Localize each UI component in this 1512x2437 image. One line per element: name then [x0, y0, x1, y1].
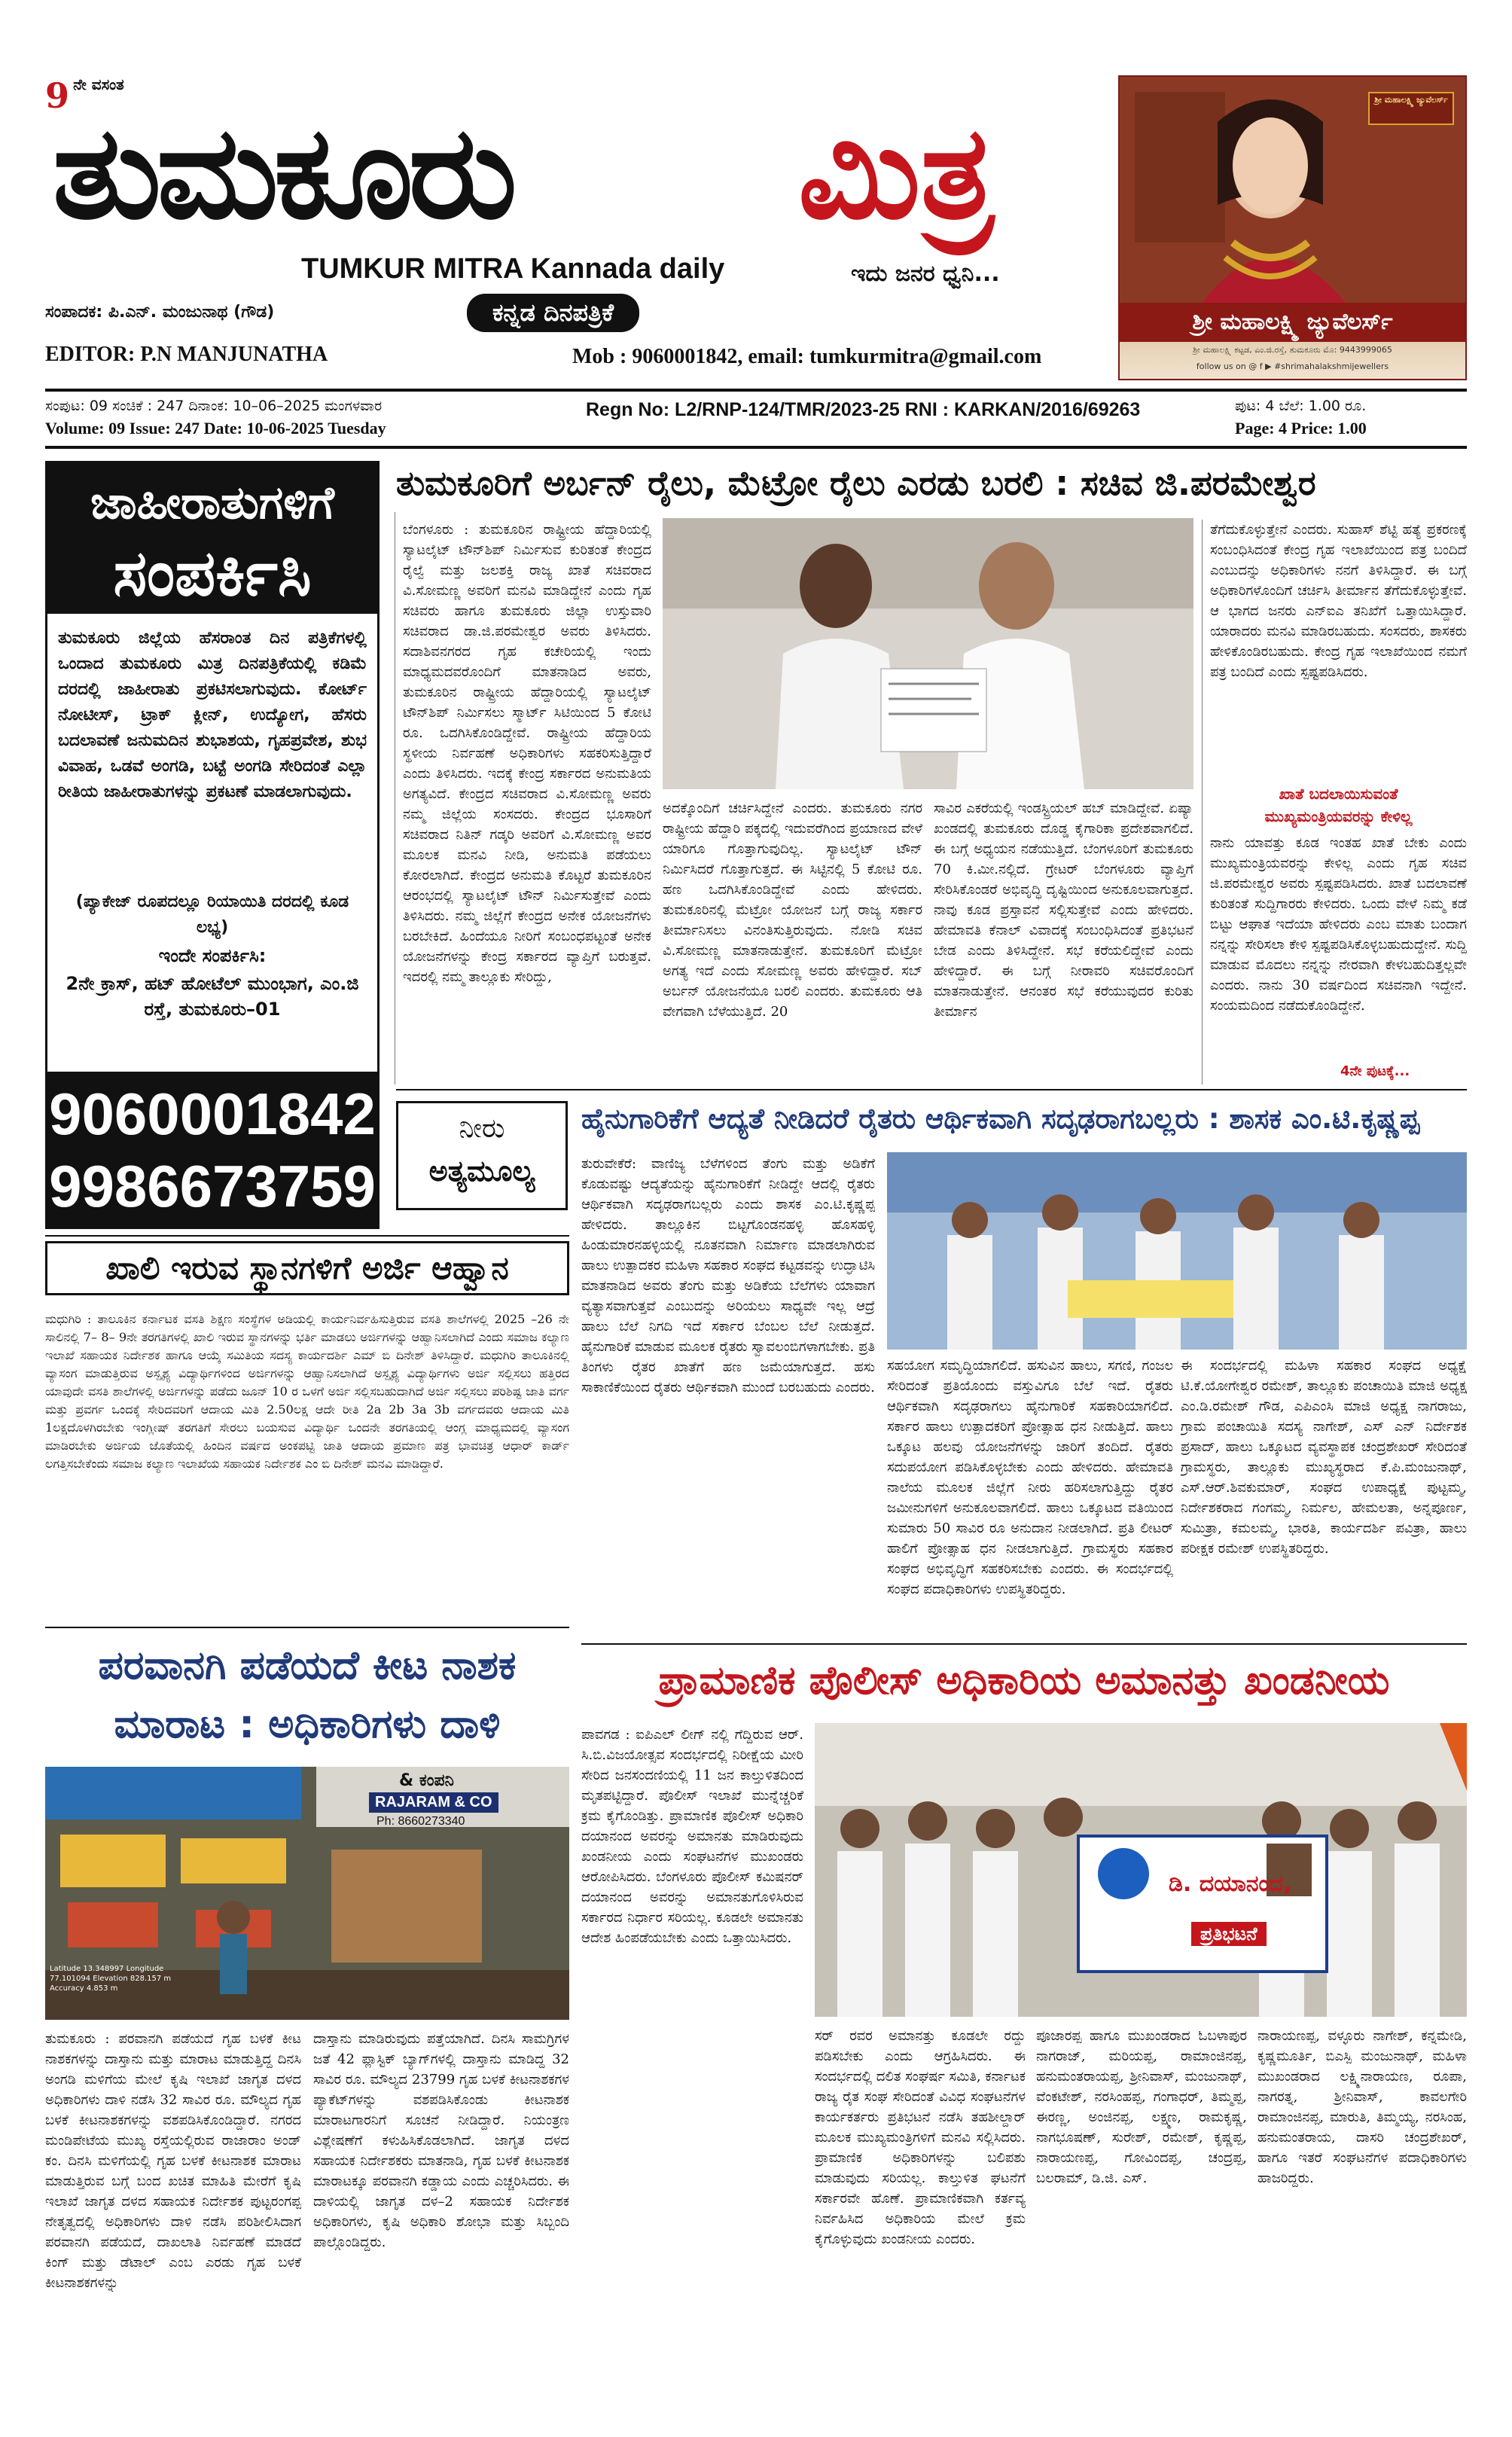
info-bar	[45, 395, 1467, 441]
masthead-title-black: ತುಮಕೂರು	[53, 99, 513, 248]
ad-box-header	[47, 463, 377, 614]
pesticide-photo	[45, 1767, 569, 2020]
info-bar-top-rule	[45, 389, 1467, 392]
english-name: TUMKUR MITRA Kannada daily	[301, 253, 725, 285]
editor-kn: ಸಂಪಾದಕ: ಪಿ.ಎನ್. ಮಂಜುನಾಥ (ಗೌಡ)	[45, 303, 275, 322]
vacancy-headline: ಖಾಲಿ ಇರುವ ಸ್ಥಾನಗಳಿಗೆ ಅರ್ಜಿ ಆಹ್ವಾನ	[45, 1241, 569, 1295]
jewellery-ad	[1118, 75, 1467, 380]
ad-address: ಶ್ರೀ ಮಹಾಲಕ್ಷ್ಮಿ ಕಟ್ಟಡ, ಎಂ.ಜಿ.ರಸ್ತೆ, ತುಮಕೂರು ಮೊ: 9443999065	[1193, 345, 1392, 355]
rail-continued: 4ನೇ ಪುಟಕ್ಕೆ...	[1340, 1063, 1410, 1079]
water-line2: ಅತ್ಯಮೂಲ್ಯ	[428, 1154, 535, 1188]
pesticide-headline-2: ಮಾರಾಟ : ಅಧಿಕಾರಿಗಳು ದಾಳಿ	[114, 1702, 501, 1747]
dairy-headline: ಹೈನುಗಾರಿಕೆಗೆ ಆದ್ಯತೆ ನೀಡಿದರೆ ರೈತರು ಆರ್ಥಿಕವಾಗಿ ಸದೃಢರಾಗಬಲ್ಲರು : ಶಾಸಕ ಎಂ.ಟಿ.ಕೃಷ್ಣಪ್ಪ	[581, 1103, 1420, 1135]
police-photo	[815, 1723, 1467, 2017]
ad-phone1[interactable]: 9060001842	[49, 1081, 376, 1147]
police-body-col1: ಪಾವಗಡ : ಐಪಿಎಲ್ ಲೀಗ್ ನಲ್ಲಿ ಗೆದ್ದಿರುವ ಆರ್. ಸಿ.ಬಿ.ವಿಜಯೋತ್ಸವ ಸಂದರ್ಭದಲ್ಲಿ ನಿರೀಕ್ಷೆಯ ಮೀರಿ ಸೇರಿದ ಜನಸಂದಣಿಯಲ್ಲಿ 11 ಜನ ಕಾಲ್ತುಳಿತದಿಂದ ಮೃತಪಟ್ಟಿದ್ದಾರೆ. ಪೊಲೀಸ್ ಇಲಾಖೆ ಮುನ್ನೆಚ್ಚರಿಕೆ ಕ್ರಮ ಕೈಗೊಂಡಿತ್ತು. ಪ್ರಾಮಾಣಿಕ ಪೊಲೀಸ್ ಅಧಿಕಾರಿ ದಯಾನಂದ ಅವರನ್ನು ಅಮಾನತು ಮಾಡಿರುವುದು ಖಂಡನೀಯ ಎಂದು ಸಂಘಟನೆಗಳ ಮುಖಂಡರು ಆರೋಪಿಸಿದರು. ಬೆಂಗಳೂರು ಪೊಲೀಸ್ ಕಮಿಷನರ್ ದಯಾನಂದ ಅವರನ್ನು ಅಮಾನತುಗೊಳಿಸಿರುವ ಸರ್ಕಾರದ ನಿರ್ಧಾರ ಸರಿಯಲ್ಲ. ಕೂಡಲೇ ಅಮಾನತು ಆದೇಶ ಹಿಂಪಡೆಯಬೇಕು ಎಂದು ಒತ್ತಾಯಿಸಿದರು.	[581, 1727, 803, 1946]
ad-brand-banner	[1120, 303, 1465, 342]
contact-line: Mob : 9060001842, email: tumkurmitra@gmail.com	[572, 345, 1042, 368]
rail-body-col4a: ತೆಗೆದುಕೊಳ್ಳುತ್ತೇನೆ ಎಂದರು. ಸುಹಾಸ್ ಶೆಟ್ಟಿ ಹತ್ಯೆ ಪ್ರಕರಣಕ್ಕೆ ಸಂಬಂಧಿಸಿದಂತೆ ಕೇಂದ್ರ ಗೃಹ ಇಲಾಖೆಯಿಂದ ಪತ್ರ ಬಂದಿದೆ ಎಂಬುದನ್ನು ಅಧಿಕಾರಿಗಳು ನನಗೆ ತಿಳಿಸಿದ್ದಾರೆ. ಈ ಬಗ್ಗೆ ಅಧಿಕಾರಿಗಳೊಂದಿಗೆ ಚರ್ಚಿಸಿ ತೀರ್ಮಾನ ತೆಗೆದುಕೊಳ್ಳುತ್ತೇವೆ. ಆ ಭಾಗದ ಜನರು ಎನ್‌ಐಎ ತನಿಖೆಗೆ ಒತ್ತಾಯಿಸಿದ್ದಾರೆ. ಯಾರಾದರು ಮನವಿ ಮಾಡಿರಬಹುದು. ಸಂಸದರು, ಶಾಸಕರು ಹೇಳಿಕೊಂಡಿರಬಹುದು. ಕೇಂದ್ರ ಗೃಹ ಇಲಾಖೆಯಿಂದ ನಮಗೆ ಪತ್ರ ಬಂದಿದೆ ಎಂದು ಸ್ಪಷ್ಟಪಡಿಸಿದರು.	[1210, 522, 1467, 680]
rail-subhead1: ಖಾತೆ ಬದಲಾಯಿಸುವಂತೆ	[1279, 785, 1398, 803]
protest-banner-title: ಪ್ರತಿಭಟನೆ	[1191, 1922, 1267, 1946]
ad-address: 2ನೇ ಕ್ರಾಸ್, ಹಟ್ ಹೋಟೆಲ್ ಮುಂಭಾಗ, ಎಂ.ಜಿ ರಸ್ತೆ, ತುಮಕೂರು–01	[66, 973, 359, 1020]
editor-en: EDITOR: P.N MANJUNATHA	[45, 343, 328, 366]
dairy-inauguration-image	[887, 1152, 1467, 1350]
edition-suffix: ನೇ ವಸಂತ	[73, 75, 124, 93]
rail-body-col1: ಬೆಂಗಳೂರು : ತುಮಕೂರಿನ ರಾಷ್ಟ್ರೀಯ ಹೆದ್ದಾರಿಯಲ್ಲಿ ಸ್ಯಾಟಲೈಟ್ ಟೌನ್‌ಶಿಪ್ ನಿರ್ಮಿಸುವ ಕುರಿತಂತೆ ಕೇಂದ್ರದ ರೈಲ್ವೆ ಮತ್ತು ಜಲಶಕ್ತಿ ರಾಜ್ಯ ಖಾತೆ ಸಚಿವರಾದ ವಿ.ಸೋಮಣ್ಣ ಅವರಿಗೆ ಮನವಿ ಮಾಡಿದ್ದೇನೆ ಎಂದು ಗೃಹ ಸಚಿವರು ಹಾಗೂ ತುಮಕೂರು ಜಿಲ್ಲಾ ಉಸ್ತುವಾರಿ ಸಚಿವರಾದ ಡಾ.ಜಿ.ಪರಮೇಶ್ವರ ಅವರು ತಿಳಿಸಿದರು. ಸದಾಶಿವನಗರದ ಗೃಹ ಕಚೇರಿಯಲ್ಲಿ ಇಂದು ಮಾಧ್ಯಮದವರೊಂದಿಗೆ ಮಾತನಾಡಿದ ಅವರು, ತುಮಕೂರಿನ ರಾಷ್ಟ್ರೀಯ ಹೆದ್ದಾರಿಯಲ್ಲಿ ಸ್ಯಾಟಲೈಟ್ ಟೌನ್‌ಶಿಪ್ ನಿರ್ಮಿಸಲು ಸ್ಮಾರ್ಟ್ ಸಿಟಿಯಿಂದ 5 ಕೋಟಿ ರೂ. ಒದಗಿಸಿಕೊಂಡಿದ್ದೇವೆ. ರಾಷ್ಟ್ರೀಯ ಹೆದ್ದಾರಿಯ ಸ್ಥಳೀಯ ನಿರ್ವಹಣೆ ಅಧಿಕಾರಿಗಳು ಸಹಕರಿಸುತ್ತಿದ್ದಾರೆ ಎಂದು ತಿಳಿಸಿದರು. ಇದಕ್ಕೆ ಕೇಂದ್ರ ಸರ್ಕಾರದ ಅನುಮತಿಯ ಅಗತ್ಯವಿದೆ. ಕೇಂದ್ರದ ಸಚಿವರಾದ ವಿ.ಸೋಮಣ್ಣ ಅವರು ನಮ್ಮ ಜಿಲ್ಲೆಯ ಸಂಸದರು. ಕೇಂದ್ರದ ಭೂಸಾರಿಗೆ ಸಚಿವರಾದ ನಿತಿನ್ ಗಡ್ಕರಿ ಅವರಿಗೆ ವಿ.ಸೋಮಣ್ಣ ಅವರ ಮೂಲಕ ಮನವಿ ನೀಡಿ, ಅನುಮತಿ ಪಡೆಯಲು ಕೋರಲಾಗಿದೆ. ಕೇಂದ್ರದ ಅನುಮತಿ ಕೊಟ್ಟರೆ ತುಮಕೂರಿನ ಆರಂಭದಲ್ಲಿ ಸ್ಯಾಟಲೈಟ್ ಟೌನ್ ನಿರ್ಮಿಸುತ್ತೇವೆ ಎಂದು ತಿಳಿಸಿದರು. ನಮ್ಮ ಜಿಲ್ಲೆಗೆ ಕೇಂದ್ರದ ಅನೇಕ ಯೋಜನೆಗಳು ಬರಬೇಕಿದೆ. ಹಿಂದೆಯೂ ನೀರಿಗೆ ಸಂಬಂಧಪಟ್ಟಂತೆ ಅನೇಕ ಯೋಜನೆಗಳನ್ನು ಕೇಂದ್ರ ಸರ್ಕಾರದ ವ್ಯಾಪ್ತಿಗೆ ಬರುತ್ತವೆ. ಇದರಲ್ಲಿ ನಮ್ಮ ತಾಲ್ಲೂಕು ಸೇರಿದ್ದು,	[403, 522, 651, 985]
ad-body: ತುಮಕೂರು ಜಿಲ್ಲೆಯ ಹೆಸರಾಂತ ದಿನ ಪತ್ರಿಕೆಗಳಲ್ಲಿ ಒಂದಾದ ತುಮಕೂರು ಮಿತ್ರ ದಿನಪತ್ರಿಕೆಯಲ್ಲಿ ಕಡಿಮೆ ದರದಲ್ಲಿ ಜಾಹೀರಾತು ಪ್ರಕಟಿಸಲಾಗುವುದು. ಕೋರ್ಟ್ ನೋಟೀಸ್, ಟ್ರಾಕ್ ಕ್ಲೀನ್, ಉದ್ಯೋಗ, ಹೆಸರು ಬದಲಾವಣೆ ಜನುಮದಿನ ಶುಭಾಶಯ, ಗೃಹಪ್ರವೇಶ, ಶುಭ ವಿವಾಹ, ಒಡವೆ ಅಂಗಡಿ, ಬಟ್ಟೆ ಅಂಗಡಿ ಸೇರಿದಂತೆ ಎಲ್ಲಾ ರೀತಿಯ ಜಾಹೀರಾತುಗಳನ್ನು ಪ್ರಕಟಣೆ ಮಾಡಲಾಗುವುದು.	[58, 629, 367, 801]
protest-image	[815, 1723, 1467, 2017]
info-bar-bottom-rule	[45, 446, 1467, 449]
info-line1-right: ಪುಟ: 4 ಬೆಲೆ: 1.00 ರೂ.	[1235, 398, 1367, 414]
shop-sign-company: & ಕಂಪನಿ	[399, 1771, 454, 1790]
info-line1-left: ಸಂಪುಟ: 09 ಸಂಚಿಕೆ : 247 ದಿನಾಂಕ: 10–06–2025 ಮಂಗಳವಾರ	[45, 398, 383, 414]
kannada-daily-badge: ಕನ್ನಡ ದಿನಪತ್ರಿಕೆ	[467, 294, 639, 332]
dairy-photo	[887, 1152, 1467, 1350]
dairy-body-col3: ಈ ಸಂದರ್ಭದಲ್ಲಿ ಮಹಿಳಾ ಸಹಕಾರ ಸಂಘದ ಅಧ್ಯಕ್ಷೆ ಟಿ.ಕೆ.ಯೋಗೇಶ್ವರ ರಮೇಶ್, ತಾಲ್ಲೂಕು ಪಂಚಾಯಿತಿ ಮಾಜಿ ಅಧ್ಯಕ್ಷ ಎಂ.ಡಿ.ರಮೇಶ್ ಗೌಡ, ಎಪಿಎಂಸಿ ಮಾಜಿ ಅಧ್ಯಕ್ಷ ನಾಗರಾಜು, ಗ್ರಾಮ ಪಂಚಾಯಿತಿ ಸದಸ್ಯ ನಾಗೇಶ್, ಎಸ್ ಎನ್ ನಿರ್ದೇಶಕ ಪ್ರಸಾದ್, ಹಾಲು ಒಕ್ಕೂಟದ ವ್ಯವಸ್ಥಾಪಕ ಚಂದ್ರಶೇಖರ್ ಸೇರಿದಂತೆ ಗ್ರಾಮಸ್ಥರು, ತಾಲ್ಲೂಕು ಮುಖ್ಯಸ್ಥರಾದ ಕೆ.ಪಿ.ಮಂಜುನಾಥ್, ಎಸ್.ಆರ್.ಶಿವಕುಮಾರ್, ಸಂಘದ ಉಪಾಧ್ಯಕ್ಷೆ ಪುಟ್ಟಮ್ಮ, ನಿರ್ದೇಶಕರಾದ ಗಂಗಮ್ಮ, ನಿರ್ಮಲ, ಹೇಮಲತಾ, ಅನ್ನಪೂರ್ಣ, ಸುಮಿತ್ರಾ, ಕಮಲಮ್ಮ, ಭಾರತಿ, ಕಾರ್ಯದರ್ಶಿ ಪವಿತ್ರಾ, ಹಾಲು ಪರೀಕ್ಷಕ ರಮೇಶ್ ಉಪಸ್ಥಿತರಿದ್ದರು.	[1181, 1358, 1467, 1557]
info-line2-right: Page: 4 Price: 1.00	[1235, 419, 1367, 438]
rail-right-rule	[1202, 520, 1203, 1084]
police-top-rule	[581, 1643, 1467, 1645]
ad-address-label: ಇಂದೇ ಸಂಪರ್ಕಿಸಿ:	[158, 945, 267, 966]
info-line2-left: Volume: 09 Issue: 247 Date: 10-06-2025 Tuesday	[45, 419, 386, 438]
police-headline: ಪ್ರಾಮಾಣಿಕ ಪೊಲೀಸ್ ಅಧಿಕಾರಿಯ ಅಮಾನತ್ತು ಖಂಡನೀಯ	[658, 1658, 1390, 1703]
police-body-col2: ಸರ್ ರವರ ಅಮಾನತ್ತು ಕೂಡಲೇ ರದ್ದು ಪಡಿಸಬೇಕು ಎಂದು ಆಗ್ರಹಿಸಿದರು. ಈ ಸಂದರ್ಭದಲ್ಲಿ ದಲಿತ ಸಂಘರ್ಷ ಸಮಿತಿ, ಕರ್ನಾಟಕ ರಾಜ್ಯ ರೈತ ಸಂಘ ಸೇರಿದಂತೆ ವಿವಿಧ ಸಂಘಟನೆಗಳ ಕಾರ್ಯಕರ್ತರು ಪ್ರತಿಭಟನೆ ನಡೆಸಿ ತಹಶೀಲ್ದಾರ್ ಮೂಲಕ ಮುಖ್ಯಮಂತ್ರಿಗಳಿಗೆ ಮನವಿ ಸಲ್ಲಿಸಿದರು. ಪ್ರಾಮಾಣಿಕ ಅಧಿಕಾರಿಗಳನ್ನು ಬಲಿಪಶು ಮಾಡುವುದು ಸರಿಯಲ್ಲ. ಕಾಲ್ತುಳಿತ ಘಟನೆಗೆ ಸರ್ಕಾರವೇ ಹೊಣೆ. ಪ್ರಾಮಾಣಿಕವಾಗಿ ಕರ್ತವ್ಯ ನಿರ್ವಹಿಸಿದ ಅಧಿಕಾರಿಯ ಮೇಲೆ ಕ್ರಮ ಕೈಗೊಳ್ಳುವುದು ಖಂಡನೀಯ ಎಂದರು.	[815, 2028, 1026, 2247]
rail-body-col2: ಅದಕ್ಕೊಂದಿಗೆ ಚರ್ಚಿಸಿದ್ದೇನೆ ಎಂದರು. ತುಮಕೂರು ನಗರ ರಾಷ್ಟ್ರೀಯ ಹೆದ್ದಾರಿ ಪಕ್ಕದಲ್ಲಿ ಇದುವರೆಗಿಂದ ಪ್ರಯಾಣದ ವೇಳೆ ಯಾರಿಗೂ ಗೊತ್ತಾಗುವುದಿಲ್ಲ. ಸ್ಯಾಟಲೈಟ್ ಟೌನ್ ನಿರ್ಮಿಸಿದರೆ ಗೊತ್ತಾಗುತ್ತದೆ. ಈ ಸಿಟ್ಟಿನಲ್ಲಿ 5 ಕೋಟಿ ರೂ. ಹಣ ಒದಗಿಸಿಕೊಂಡಿದ್ದೇವೆ ಎಂದು ಹೇಳಿದರು. ತುಮಕೂರಿನಲ್ಲಿ ಮೆಟ್ರೋ ಯೋಜನೆ ಬಗ್ಗೆ ರಾಜ್ಯ ಸರ್ಕಾರ ತೀರ್ಮಾನಿಸಲು ವಿನಂತಿಸುತ್ತಿರುವುದು. ನೋಡಿ ಸಚಿವ ವಿ.ಸೋಮಣ್ಣ ಮಾತನಾಡುತ್ತೇನೆ. ತುಮಕೂರಿಗೆ ಮೆಟ್ರೋ ಅಗತ್ಯ ಇದೆ ಎಂದು ಸೋಮಣ್ಣ ಅವರು ಹೇಳಿದ್ದಾರೆ. ಸಬ್ ಅರ್ಬನ್ ಯೋಜನೆಯೂ ಬರಲಿ ಎಂದರು. ತುಮಕೂರು ಆತಿ ವೇಗವಾಗಿ ಬೆಳೆಯುತ್ತಿದೆ. 20	[663, 801, 922, 1020]
vacancy-top-rule	[45, 1235, 569, 1237]
rail-body-col3: ಸಾವಿರ ಎಕರೆಯಲ್ಲಿ ಇಂಡಸ್ಟ್ರಿಯಲ್ ಹಬ್ ಮಾಡಿದ್ದೇವೆ. ಏಷ್ಯಾ ಖಂಡದಲ್ಲಿ ತುಮಕೂರು ದೊಡ್ಡ ಕೈಗಾರಿಕಾ ಪ್ರದೇಶವಾಗಲಿದೆ. ಈ ಬಗ್ಗೆ ಅಧ್ಯಯನ ನಡೆಯುತ್ತಿದೆ. ಬೆಂಗಳೂರಿಗೆ ತುಮಕೂರು 70 ಕಿ.ಮೀ.ನಲ್ಲಿದೆ. ಗ್ರೇಟರ್ ಬೆಂಗಳೂರು ವ್ಯಾಪ್ತಿಗೆ ಸೇರಿಸಿಕೊಂಡರೆ ಅಭಿವೃದ್ಧಿ ದೃಷ್ಟಿಯಿಂದ ಅನುಕೂಲವಾಗುತ್ತದೆ. ನಾವು ಕೂಡ ಪ್ರಸ್ತಾವನೆ ಸಲ್ಲಿಸುತ್ತೇವೆ ಎಂದು ಹೇಳಿದರು. ಹೇಮಾವತಿ ಕೆನಾಲ್ ವಿವಾದಕ್ಕೆ ಸಂಬಂಧಿಸಿದಂತೆ ಪ್ರತಿಭಟನೆ ಬೇಡ ಎಂದು ತಿಳಿಸಿದ್ದೇನೆ. ಸಭೆ ಕರೆಯಲಿದ್ದೇವೆ ಎಂದು ಹೇಳಿದ್ದಾರೆ. ಈ ಬಗ್ಗೆ ನೀರಾವರಿ ಸಚಿವರೊಂದಿಗೆ ಮಾತನಾಡುತ್ತೇನೆ. ಆನಂತರ ಸಭೆ ಕರೆಯುವುದರ ಕುರಿತು ತೀರ್ಮಾನ	[934, 801, 1193, 1020]
dairy-body-col1: ತುರುವೇಕೆರೆ: ವಾಣಿಜ್ಯ ಬೆಳೆಗಳಿಂದ ತೆಂಗು ಮತ್ತು ಅಡಿಕೆಗೆ ಕೊಡುವಷ್ಟು ಆದ್ಯತೆಯನ್ನು ಹೈನುಗಾರಿಕೆಗೆ ನೀಡಿದ್ದೇ ಆದಲ್ಲಿ ರೈತರು ಆರ್ಥಿಕವಾಗಿ ಸದೃಢರಾಗಬಲ್ಲರು ಎಂದು ಶಾಸಕ ಎಂ.ಟಿ.ಕೃಷ್ಣಪ್ಪ ಹೇಳಿದರು. ತಾಲ್ಲೂಕಿನ ಬಿಟ್ಟಗೊಂಡನಹಳ್ಳಿ ಹೊಸಹಳ್ಳಿ ಹಿಂಡುಮಾರನಹಳ್ಳಿಯಲ್ಲಿ ನೂತನವಾಗಿ ನಿರ್ಮಾಣ ಮಾಡಲಾಗಿರುವ ಹಾಲು ಉತ್ಪಾದಕರ ಮಹಿಳಾ ಸಹಕಾರ ಸಂಘದ ಕಟ್ಟಡವನ್ನು ಉದ್ಘಾಟಿಸಿ ಮಾತನಾಡಿದ ಅವರು ತೆಂಗು ಮತ್ತು ಅಡಿಕೆಯ ಬೆಲೆಗಳು ಯಾವಾಗ ವ್ಯತ್ಯಾಸವಾಗುತ್ತವೆ ಎಂಬುದನ್ನು ಅರಿಯಲು ಸಾಧ್ಯವೇ ಇಲ್ಲ ಆದ್ರೆ ಹಾಲು ಬೆಲೆ ನಿಗದಿ ಇದೆ ಸರ್ಕಾರ ಬೆಂಬಲ ಬೆಲೆ ನೀಡುತ್ತದೆ. ಹೈನುಗಾರಿಕೆ ಮಾಡುವ ಮೂಲಕ ರೈತರು ಸ್ವಾವಲಂಬಿಗಳಾಗಬೇಕು. ಪ್ರತಿ ತಿಂಗಳು ರೈತರ ಖಾತೆಗೆ ಹಣ ಜಮೆಯಾಗುತ್ತದೆ. ಹಸು ಸಾಕಾಣಿಕೆಯಿಂದ ರೈತರು ಆರ್ಥಿಕವಾಗಿ ಮುಂದೆ ಬರಬಹುದು ಎಂದರು.	[581, 1156, 875, 1395]
vacancy-bottom-rule	[45, 1627, 569, 1628]
ad-brand: ಶ್ರೀ ಮಹಾಲಕ್ಷ್ಮಿ ಜ್ಯುವೆಲರ್ಸ್	[1192, 309, 1393, 335]
ad-heading1: ಜಾಹೀರಾತುಗಳಿಗೆ	[90, 477, 334, 529]
ad-package: (ಪ್ಯಾಕೇಜ್ ರೂಪದಲ್ಲೂ ರಿಯಾಯಿತಿ ದರದಲ್ಲಿ ಕೂಡ ಲಭ್ಯ)	[75, 892, 349, 937]
rail-subhead2: ಮುಖ್ಯಮಂತ್ರಿಯವರನ್ನು ಕೇಳಿಲ್ಲ	[1264, 807, 1413, 825]
minister-handover-image	[663, 518, 1193, 789]
edition-number: 9	[45, 75, 70, 116]
vacancy-body: ಮಧುಗಿರಿ : ತಾಲೂಕಿನ ಕರ್ನಾಟಕ ವಸತಿ ಶಿಕ್ಷಣ ಸಂಸ್ಥೆಗಳ ಅಡಿಯಲ್ಲಿ ಕಾರ್ಯನಿರ್ವಹಿಸುತ್ತಿರುವ ವಸತಿ ಶಾಲೆಗಳಲ್ಲಿ 2025 –26 ನೇ ಸಾಲಿನಲ್ಲಿ 7– 8– 9ನೇ ತರಗತಿಗಳಲ್ಲಿ ಖಾಲಿ ಇರುವ ಸ್ಥಾನಗಳನ್ನು ಭರ್ತಿ ಮಾಡಲು ಅರ್ಜಿಗಳನ್ನು ಆಹ್ವಾನಿಸಲಾಗಿದೆ ಎಂದು ಸಮಾಜ ಕಲ್ಯಾಣ ಇಲಾಖೆ ಸಹಾಯಕ ನಿರ್ದೇಶಕ ಹಾಗೂ ಆಯ್ಕೆ ಸಮಿತಿಯ ಸದಸ್ಯ ಕಾರ್ಯದರ್ಶಿ ಎಮ್ ಬಿ ದಿನೇಶ್ ತಿಳಿಸಿದ್ದಾರೆ. ಮಧುಗಿರಿ ತಾಲೂಕಿನಲ್ಲಿ ವ್ಯಾಸಂಗ ಮಾಡುತ್ತಿರುವ ಅಸ್ಪೃಶ್ಯ ವಿದ್ಯಾರ್ಥಿಗಳಿಂದ ಅರ್ಜಿಗಳನ್ನು ಆಹ್ವಾನಿಸಲಾಗಿದೆ ಅಸ್ಪೃಶ್ಯ ವಿದ್ಯಾರ್ಥಿಗಳು ಅರ್ಜಿ ಸಲ್ಲಿಸಲು ಹತ್ತಿರದ ಯಾವುದೇ ವಸತಿ ಶಾಲೆಗಳಲ್ಲಿ ಅರ್ಜಿಗಳನ್ನು ಪಡೆದು ಜೂನ್ 10 ರ ಒಳಗೆ ಅರ್ಜಿ ಸಲ್ಲಿಸಬಹುದಾಗಿದೆ ಅರ್ಜಿ ಸಲ್ಲಿಸಲು ಪರಿಶಿಷ್ಟ ಜಾತಿ ವರ್ಗ ಮತ್ತು ಪ್ರವರ್ಗ ಒಂದಕ್ಕೆ ಸೇರಿದವರಿಗೆ ಆದಾಯ ಮಿತಿ 2.50ಲಕ್ಷ ಆದೇ ರೀತಿ 2a 2b 3a 3b ವರ್ಗದವರು ಆದಾಯ ಮಿತಿ 1ಲಕ್ಷದೊಳಗಿರಬೇಕು ಇಂಗ್ಲೀಷ್ ತರಗತಿಗೆ ಸೇರಲು ಬಯಸುವ ವಿದ್ಯಾರ್ಥಿ ಒಂದನೇ ತರಗತಿಯಲ್ಲಿ ಆಂಗ್ಲ ಮಾಧ್ಯಮದಲ್ಲಿ ವ್ಯಾಸಂಗ ಮಾಡಿರಬೇಕು ಅರ್ಜಿಯ ಜೊತೆಯಲ್ಲಿ ಹಿಂದಿನ ವರ್ಷದ ಅಂಕಪಟ್ಟಿ ಜಾತಿ ಆದಾಯ ಪ್ರಮಾಣ ಪತ್ರ ಭಾವಚಿತ್ರ ಆಧಾರ್ ಕಾರ್ಡ್ ಲಗತ್ತಿಸಬೇಕೆಂದು ಸಮಾಜ ಕಲ್ಯಾಣ ಇಲಾಖೆಯ ಸಹಾಯಕ ನಿರ್ದೇಶಕ ಎಂ ಬಿ ದಿನೇಶ್ ಮನವಿ ಮಾಡಿದ್ದಾರೆ.	[45, 1312, 569, 1471]
pesticide-headline-1: ಪರವಾನಗಿ ಪಡೆಯದೆ ಕೀಟ ನಾಶಕ	[98, 1643, 517, 1688]
ad-logo-badge	[1368, 92, 1454, 125]
masthead	[45, 75, 1114, 384]
advertise-contact-box	[45, 461, 380, 1229]
ad-phone2[interactable]: 9986673759	[49, 1153, 376, 1219]
water-line1: ನೀರು	[459, 1113, 505, 1144]
dairy-body-col2: ಸಹಯೋಗ ಸಮೃದ್ಧಿಯಾಗಲಿದೆ. ಹಸುವಿನ ಹಾಲು, ಸಗಣಿ, ಗಂಜಲ ಸೇರಿದಂತೆ ಪ್ರತಿಯೊಂದು ವಸ್ತುವಿಗೂ ಬೆಲೆ ಇದೆ. ರೈತರು ಆರ್ಥಿಕವಾಗಿ ಸದೃಢರಾಗಲು ಹೈನುಗಾರಿಕೆ ಸಹಕಾರಿಯಾಗಲಿದೆ. ಸರ್ಕಾರ ಹಾಲು ಉತ್ಪಾದಕರಿಗೆ ಪ್ರೋತ್ಸಾಹ ಧನ ನೀಡುತ್ತಿದೆ. ಹಾಲು ಒಕ್ಕೂಟ ಹಲವು ಯೋಜನೆಗಳನ್ನು ಜಾರಿಗೆ ತಂದಿದೆ. ರೈತರು ಸದುಪಯೋಗ ಪಡಿಸಿಕೊಳ್ಳಬೇಕು ಎಂದು ಹೇಳಿದರು. ಹೇಮಾವತಿ ನಾಲೆಯ ಮೂಲಕ ಜಿಲ್ಲೆಗೆ ನೀರು ಹರಿಸಲಾಗುತ್ತಿದ್ದು ರೈತರ ಜಮೀನುಗಳಿಗೆ ಅನುಕೂಲವಾಗಲಿದೆ. ಹಾಲು ಒಕ್ಕೂಟದ ವತಿಯಿಂದ ಸುಮಾರು 50 ಸಾವಿರ ರೂ ಅನುದಾನ ನೀಡಲಾಗಿದೆ. ಪ್ರತಿ ಲೀಟರ್ ಹಾಲಿಗೆ ಪ್ರೋತ್ಸಾಹ ಧನ ನೀಡಲಾಗುತ್ತಿದೆ. ಗ್ರಾಮಸ್ಥರು ಸಹಕಾರ ಸಂಘದ ಅಭಿವೃದ್ಧಿಗೆ ಸಹಕರಿಸಬೇಕು ಎಂದರು. ಈ ಸಂದರ್ಭದಲ್ಲಿ ಸಂಘದ ಪದಾಧಿಕಾರಿಗಳು ಉಪಸ್ಥಿತರಿದ್ದರು.	[887, 1358, 1173, 1597]
tagline: ಇದು ಜನರ ಧ್ವನಿ...	[851, 261, 1000, 287]
pesticide-body-col2: ದಾಸ್ತಾನು ಮಾಡಿರುವುದು ಪತ್ತೆಯಾಗಿದೆ. ದಿನಸಿ ಸಾಮಗ್ರಿಗಳ ಜತೆ 42 ಪ್ಲಾಸ್ಟಿಕ್ ಬ್ಯಾಗ್‌ಗಳಲ್ಲಿ ದಾಸ್ತಾನು ಮಾಡಿದ್ದ 32 ಸಾವಿರ ರೂ. ಮೌಲ್ಯದ 23799 ಗೃಹ ಬಳಕೆ ಕೀಟನಾಶಕಗಳ ಪ್ಯಾಕೆಟ್‌ಗಳನ್ನು ವಶಪಡಿಸಿಕೊಂಡು ಕೀಟನಾಶಕ ಮಾರಾಟಗಾರನಿಗೆ ಸೂಚನೆ ನೀಡಿದ್ದಾರೆ. ನಿಯಂತ್ರಣ ವಿಶ್ಲೇಷಣೆಗೆ ಕಳುಹಿಸಿಕೊಡಲಾಗಿದೆ. ಜಾಗೃತ ದಳದ ಸಹಾಯಕ ನಿರ್ದೇಶಕರು ಮಾತನಾಡಿ, ಗೃಹ ಬಳಕೆ ಕೀಟನಾಶಕ ಮಾರಾಟಕ್ಕೂ ಪರವಾನಗಿ ಕಡ್ಡಾಯ ಎಂದು ಎಚ್ಚರಿಸಿದರು. ಈ ದಾಳಿಯಲ್ಲಿ ಜಾಗೃತ ದಳ–2 ಸಹಾಯಕ ನಿರ್ದೇಶಕ ಅಧಿಕಾರಿಗಳು, ಕೃಷಿ ಅಧಿಕಾರಿ ಶೋಭಾ ಮತ್ತು ಸಿಬ್ಬಂದಿ ಪಾಲ್ಗೊಂಡಿದ್ದರು.	[313, 2031, 569, 2250]
gps-overlay: Latitude 13.348997 Longitude 77.101094 Elevation 828.157 m Accuracy 4.853 m	[50, 1965, 172, 1993]
ad-phone-panel	[47, 1072, 377, 1227]
pesticide-body-col1: ತುಮಕೂರು : ಪರವಾನಗಿ ಪಡೆಯದೆ ಗೃಹ ಬಳಕೆ ಕೀಟ ನಾಶಕಗಳನ್ನು ದಾಸ್ತಾನು ಮತ್ತು ಮಾರಾಟ ಮಾಡುತ್ತಿದ್ದ ದಿನಸಿ ಅಂಗಡಿ ಮಳಿಗೆಯ ಮೇಲೆ ಕೃಷಿ ಇಲಾಖೆ ಜಾಗೃತ ದಳದ ಅಧಿಕಾರಿಗಳು ದಾಳಿ ನಡೆಸಿ 32 ಸಾವಿರ ರೂ. ಮೌಲ್ಯದ ಗೃಹ ಬಳಕೆ ಕೀಟನಾಶಕಗಳನ್ನು ವಶಪಡಿಸಿಕೊಂಡಿದ್ದಾರೆ. ನಗರದ ಮಂಡಿಪೇಟೆಯ ಮುಖ್ಯ ರಸ್ತೆಯಲ್ಲಿರುವ ರಾಜಾರಾಂ ಅಂಡ್ ಕಂ. ದಿನಸಿ ಮಳಿಗೆಯಲ್ಲಿ ಗೃಹ ಬಳಕೆ ಕೀಟನಾಶಕ ಮಾರಾಟ ಮಾಡುತ್ತಿರುವ ಬಗ್ಗೆ ಬಂದ ಖಚಿತ ಮಾಹಿತಿ ಮೇರೆಗೆ ಕೃಷಿ ಇಲಾಖೆ ಜಾಗೃತ ದಳದ ಸಹಾಯಕ ನಿರ್ದೇಶಕ ಪುಟ್ಟರಂಗಪ್ಪ ನೇತೃತ್ವದಲ್ಲಿ ಅಧಿಕಾರಿಗಳು ದಾಳಿ ನಡೆಸಿ ಪರಿಶೀಲಿಸಿದಾಗ ಪರವಾನಗಿ ಪಡೆಯದೆ, ದಾಖಲಾತಿ ನಿರ್ವಹಣೆ ಮಾಡದೆ ಕಿಂಗ್ ಮತ್ತು ಡೆಟಾಲ್ ಎಂಬ ಎರಡು ಗೃಹ ಬಳಕೆ ಕೀಟನಾಶಕಗಳನ್ನು	[45, 2031, 301, 2291]
water-precious-box	[396, 1101, 568, 1210]
ad-heading2: ಸಂಪರ್ಕಿಸಿ	[113, 536, 312, 610]
shop-sign-name: RAJARAM & CO	[369, 1792, 498, 1813]
ad-logo-text: ಶ್ರೀ ಮಹಾಲಕ್ಷ್ಮಿ ಜ್ಯುವೆಲರ್ಸ್	[1374, 95, 1448, 105]
rail-body-col4b: ನಾನು ಯಾವತ್ತು ಕೂಡ ಇಂತಹ ಖಾತೆ ಬೇಕು ಎಂದು ಮುಖ್ಯಮಂತ್ರಿಯವರನ್ನು ಕೇಳಿಲ್ಲ ಎಂದು ಗೃಹ ಸಚಿವ ಜಿ.ಪರಮೇಶ್ವರ ಅವರು ಸ್ಪಷ್ಟಪಡಿಸಿದರು. ಖಾತೆ ಬದಲಾವಣೆ ಕುರಿತಂತೆ ಸುದ್ದಿಗಾರರು ಕೇಳಿದರು. ಒಂದು ವೇಳೆ ನಿಮ್ಮ ಕಡೆ ಬಿಟ್ಟು ಆಘಾತ ಇದೆಯಾ ಹೇಳಿದರು ಎಂಬ ಮಾತು ಬಂದಾಗ ನನ್ನನ್ನು ಸೇರಿಸಲಾ ಕೇಳಿ ಸ್ಪಷ್ಟಪಡಿಸಿಕೊಳ್ಳಬಹುದುದ್ದೇನೆ. ಸುದ್ದಿ ಮಾಡುವ ಮೊದಲು ನನ್ನನ್ನು ನೇರವಾಗಿ ಕೇಳಬಹುದಿತ್ತಲ್ಲವೇ ಎಂದರು. ನಾನು 30 ವರ್ಷದಿಂದ ಸಚಿವನಾಗಿ ಇದ್ದೇನೆ. ಸಂಯಮದಿಂದ ನಡೆದುಕೊಂಡಿದ್ದೇನೆ.	[1210, 835, 1467, 1014]
masthead-title-red: ಮಿತ್ರ	[798, 99, 994, 248]
rail-headline: ತುಮಕೂರಿಗೆ ಅರ್ಬನ್ ರೈಲು, ಮೆಟ್ರೋ ರೈಲು ಎರಡು ಬರಲಿ : ಸಚಿವ ಜಿ.ಪರಮೇಶ್ವರ	[396, 463, 1316, 503]
police-body-col3: ಪೂಜಾರಪ್ಪ ಹಾಗೂ ಮುಖಂಡರಾದ ಓಬಳಾಪುರ ನಾಗರಾಜ್, ಮರಿಯಪ್ಪ, ರಾಮಾಂಜಿನಪ್ಪ, ಹನುಮಂತರಾಯಪ್ಪ, ಶ್ರೀನಿವಾಸ್, ಮಂಜುನಾಥ್, ವೆಂಕಟೇಶ್, ನರಸಿಂಹಪ್ಪ, ಗಂಗಾಧರ್, ತಿಮ್ಮಪ್ಪ, ಈರಣ್ಣ, ಅಂಜಿನಪ್ಪ, ಲಕ್ಷ್ಮಣ, ರಾಮಕೃಷ್ಣ, ನಾಗಭೂಷಣ್, ಸುರೇಶ್, ರಮೇಶ್, ಕೃಷ್ಣಪ್ಪ, ನಾರಾಯಣಪ್ಪ, ಗೋವಿಂದಪ್ಪ, ಚಂದ್ರಪ್ಪ, ಬಲರಾಮ್, ಡಿ.ಜಿ. ಎಸ್.	[1036, 2028, 1247, 2186]
protest-banner-name: ಡಿ. ದಯಾನಂದ,	[1169, 1871, 1292, 1897]
shop-sign-phone: Ph: 8660273340	[376, 1815, 465, 1828]
ad-footer: follow us on @ f ▶ #shrimahalakshmijewellers	[1196, 361, 1389, 371]
rail-photo	[663, 518, 1193, 789]
police-body-col4: ನಾರಾಯಣಪ್ಪ, ವಳ್ಳೂರು ನಾಗೇಶ್, ಕನ್ನಮೇಡಿ, ಕೃಷ್ಣಮೂರ್ತಿ, ಬಿಎಸ್ಪಿ ಮಂಜುನಾಥ್, ಮಹಿಳಾ ಮುಖಂಡರಾದ ಲಕ್ಷ್ಮಿನಾರಾಯಣ, ರೂಪಾ, ನಾಗರತ್ನ, ಶ್ರೀನಿವಾಸ್, ಕಾವಲಗೇರಿ ರಾಮಾಂಜಿನಪ್ಪ, ಮಾರುತಿ, ತಿಮ್ಮಯ್ಯ, ನರಸಿಂಹ, ಹನುಮಂತರಾಯ, ದಾಸರಿ ಚಂದ್ರಶೇಖರ್, ಹಾಗೂ ಇತರೆ ಸಂಘಟನೆಗಳ ಪದಾಧಿಕಾರಿಗಳು ಹಾಜರಿದ್ದರು.	[1257, 2028, 1467, 2186]
registration-numbers: Regn No: L2/RNP-124/TMR/2023-25 RNI : KARKAN/2016/69263	[586, 399, 1141, 420]
